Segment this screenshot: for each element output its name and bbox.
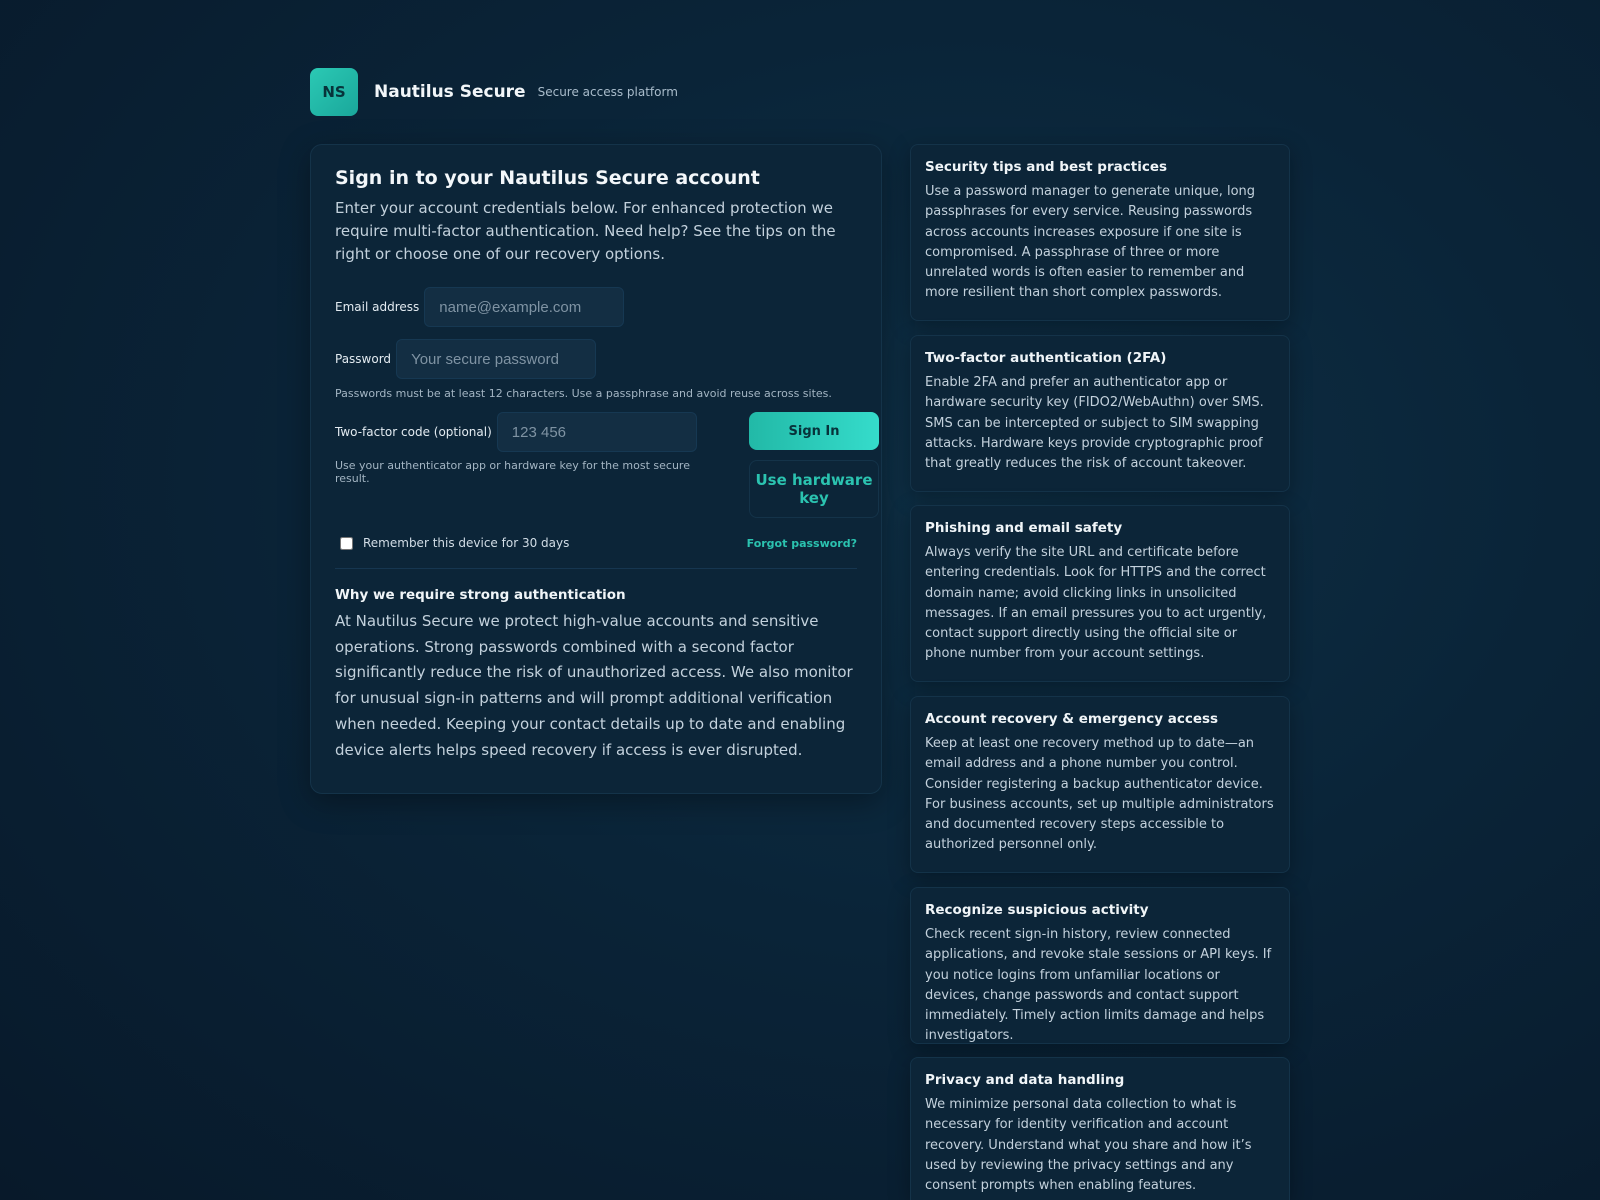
tip-title: Two-factor authentication (2FA): [925, 350, 1167, 366]
logo: NS: [310, 68, 358, 116]
remember-row: [335, 536, 857, 550]
signin-card: [310, 144, 882, 794]
tip-body: Enable 2FA and prefer an authenticator app or hardware security key (FIDO2/WebAuthn) over SMS. SMS can be intercepted or subject to SIM swapping attacks. Hardware keys provide cryptographic proof that greatly reduces the risk of account takeover.: [925, 375, 1264, 472]
tip-body: Keep at least one recovery method up to date—an email address and a phone number you control. Consider registering a backup authenticator device. For business accounts, set up multiple administrators and documented recovery steps accessible to authorized personnel only.: [925, 736, 1274, 853]
tip-card-2fa: [910, 335, 1290, 492]
email-field[interactable]: [424, 287, 624, 327]
tip-title: Phishing and email safety: [925, 520, 1123, 536]
tip-title: Recognize suspicious activity: [925, 902, 1149, 918]
email-label: Email address: [335, 300, 420, 314]
twofactor-code-field[interactable]: [497, 412, 697, 452]
sign-in-button[interactable]: Sign In: [749, 412, 879, 450]
tip-card-suspicious: [910, 887, 1290, 1044]
tip-title: Account recovery & emergency access: [925, 711, 1219, 727]
remember-device-label: Remember this device for 30 days: [363, 536, 570, 550]
forgot-password-link[interactable]: Forgot password?: [746, 536, 857, 550]
tip-title: Privacy and data handling: [925, 1072, 1125, 1088]
tip-body: Check recent sign-in history, review connected applications, and revoke stale sessions or API keys. If you notice logins from unfamiliar locations or devices, change passwords and contact support immediately. Timely action limits damage and helps investigators.: [925, 927, 1272, 1044]
why-title: Why we require strong authentication: [335, 587, 626, 603]
brand-tagline: Secure access platform: [537, 85, 678, 99]
twofactor-section: [335, 412, 873, 518]
tip-body: Use a password manager to generate unique, long passphrases for every service. Reusing passwords across accounts increases exposure if one site is compromised. A passphrase of three or more unrelated words is often easier to remember and more resilient than short complex passwords.: [925, 184, 1256, 301]
password-label: Password: [335, 352, 392, 366]
email-row: [335, 287, 857, 327]
signin-intro: Enter your account credentials below. For enhanced protection we require multi-factor authentication. Need help? See the tips on the right or choose one of our recovery options.: [335, 199, 836, 263]
password-row: [335, 339, 857, 379]
page-title: Sign in to your Nautilus Secure account: [335, 167, 760, 189]
tip-card-phishing: [910, 505, 1290, 682]
use-hardware-key-button[interactable]: Use hardware key: [749, 460, 879, 518]
tip-card-recovery: [910, 696, 1290, 873]
tip-card-privacy: [910, 1057, 1290, 1200]
remember-device-checkbox[interactable]: [340, 537, 353, 550]
brand-name: Nautilus Secure: [374, 82, 526, 102]
password-field[interactable]: [396, 339, 596, 379]
remember-device[interactable]: [335, 536, 569, 550]
action-buttons: [749, 412, 879, 518]
tip-card-security: [910, 144, 1290, 321]
app-header: [310, 68, 678, 116]
twofactor-column: [335, 412, 715, 518]
password-hint: Passwords must be at least 12 characters. Use a passphrase and avoid reuse across sites.: [335, 387, 832, 400]
divider: [335, 568, 857, 569]
twofactor-row: [335, 412, 715, 452]
tip-body: We minimize personal data collection to what is necessary for identity verification and account recovery. Understand what you share and how it’s used by reviewing the privacy settings and any consent prompts when enabling features.: [925, 1097, 1252, 1194]
why-body: At Nautilus Secure we protect high-value accounts and sensitive operations. Strong passwords combined with a second factor significantly reduce the risk of unauthorized access. We also monitor for unusual sign-in patterns and will prompt additional verification when needed. Keeping your contact details up to date and enabling device alerts helps speed recovery if access is ever disrupted.: [335, 612, 853, 759]
tip-title: Security tips and best practices: [925, 159, 1168, 175]
twofactor-hint: Use your authenticator app or hardware key for the most secure result.: [335, 459, 690, 485]
tip-body: Always verify the site URL and certificate before entering credentials. Look for HTTPS and the correct domain name; avoid clicking links in unsolicited messages. If an email pressures you to act urgently, contact support directly using the official site or phone number from your account settings.: [925, 545, 1267, 662]
twofactor-label: Two-factor code (optional): [335, 425, 492, 439]
